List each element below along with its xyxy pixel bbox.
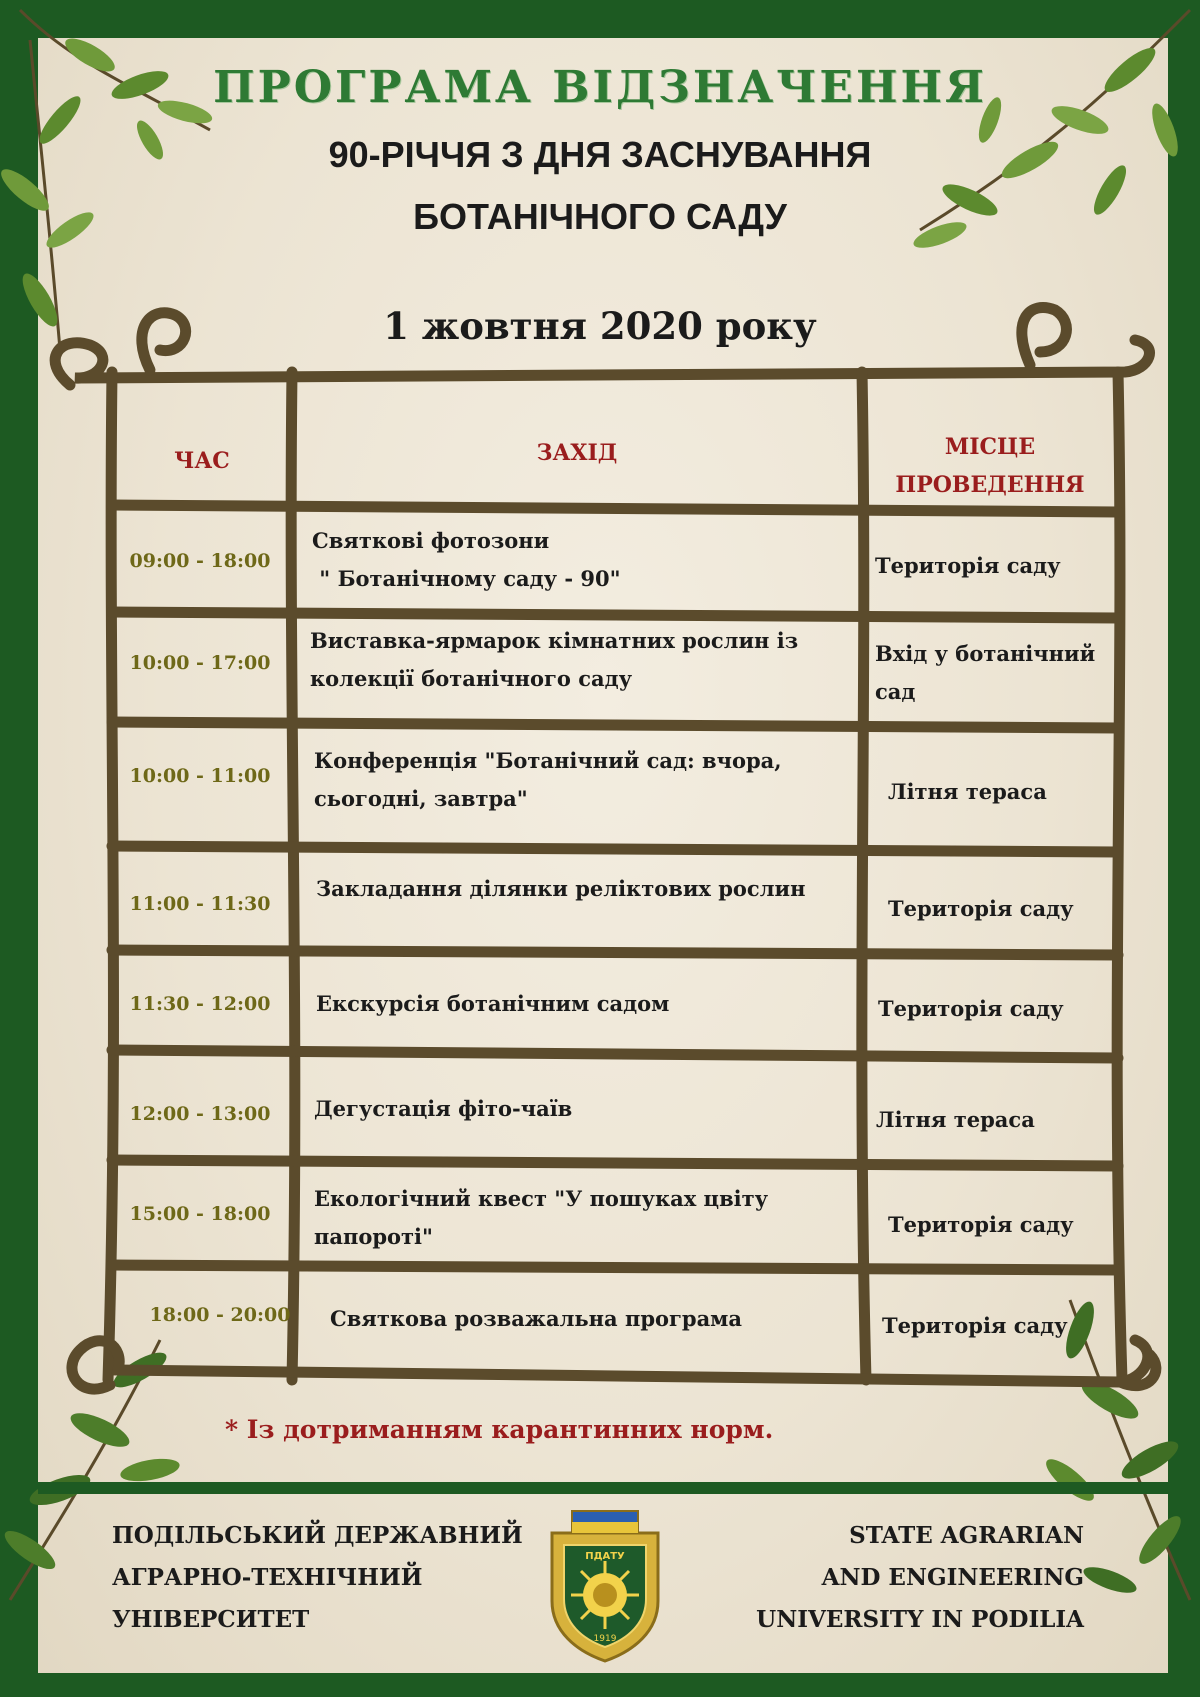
row-2-place-line1: Вхід у ботанічний (875, 641, 1096, 666)
university-name-ua-line2: АГРАРНО-ТЕХНІЧНИЙ (112, 1564, 423, 1591)
row-5-place: Територія саду (878, 996, 1064, 1021)
anniversary-subtitle-line2: БОТАНІЧНОГО САДУ (413, 196, 787, 237)
anniversary-subtitle-line1: 90-РІЧЧЯ З ДНЯ ЗАСНУВАННЯ (328, 134, 872, 175)
row-2-event (310, 622, 798, 698)
row-7-event-line2: папороті" (314, 1224, 433, 1249)
row-8-time: 18:00 - 20:00 (149, 1304, 291, 1326)
row-1-time: 09:00 - 18:00 (129, 550, 271, 572)
emblem-year: 1919 (593, 1634, 617, 1644)
university-name-en-line3: UNIVERSITY IN PODILIA (756, 1606, 1084, 1633)
row-2-place-line2: сад (875, 679, 916, 704)
university-name-ua-line3: УНІВЕРСИТЕТ (112, 1606, 310, 1633)
row-7-time: 15:00 - 18:00 (129, 1203, 271, 1225)
emblem-text: ПДАТУ (585, 1551, 625, 1562)
footer-divider (38, 1482, 1168, 1494)
row-2-place (875, 635, 1095, 711)
row-1-event (312, 522, 621, 598)
row-2-event-line2: колекції ботанічного саду (310, 666, 633, 691)
row-8-event: Святкова розважальна програма (330, 1306, 743, 1331)
university-name-en-line1: STATE AGRARIAN (849, 1522, 1084, 1549)
column-header-place (862, 428, 1118, 504)
university-name-ua-line1: ПОДІЛЬСЬКИЙ ДЕРЖАВНИЙ (112, 1522, 523, 1549)
row-7-event (314, 1180, 768, 1256)
row-3-event-line1: Конференція "Ботанічний сад: вчора, (314, 748, 782, 773)
row-4-event: Закладання ділянки реліктових рослин (316, 876, 806, 901)
row-5-time: 11:30 - 12:00 (129, 993, 271, 1015)
row-6-event: Дегустація фіто-чаїв (314, 1096, 573, 1121)
row-1-place: Територія саду (875, 553, 1061, 578)
row-3-time: 10:00 - 11:00 (129, 765, 271, 787)
row-4-place: Територія саду (888, 896, 1074, 921)
row-7-place: Територія саду (888, 1212, 1074, 1237)
row-8-place: Територія саду (882, 1313, 1068, 1338)
column-header-place-line2: ПРОВЕДЕННЯ (895, 472, 1085, 498)
column-header-time: ЧАС (174, 448, 230, 474)
row-1-event-line1: Святкові фотозони (312, 528, 550, 553)
row-7-event-line1: Екологічний квест "У пошуках цвіту (314, 1186, 769, 1211)
program-title: ПРОГРАМА ВІДЗНАЧЕННЯ (213, 62, 987, 113)
row-5-event: Екскурсія ботанічним садом (316, 991, 670, 1016)
university-name-en-line2: AND ENGINEERING (821, 1564, 1084, 1591)
row-6-time: 12:00 - 13:00 (129, 1103, 271, 1125)
row-3-event (314, 742, 782, 818)
university-name-ukrainian (112, 1515, 523, 1641)
university-emblem-icon (544, 1505, 666, 1665)
row-6-place: Літня тераса (876, 1107, 1035, 1132)
column-header-event: ЗАХІД (536, 440, 618, 466)
university-name-english (700, 1515, 1084, 1641)
column-header-place-line1: МІСЦЕ (944, 434, 1036, 460)
row-4-time: 11:00 - 11:30 (129, 893, 271, 915)
event-date: 1 жовтня 2020 року (383, 304, 817, 348)
row-2-time: 10:00 - 17:00 (129, 652, 271, 674)
row-3-place: Літня тераса (888, 779, 1047, 804)
row-1-event-line2: " Ботанічному саду - 90" (312, 566, 621, 591)
row-3-event-line2: сьогодні, завтра" (314, 786, 528, 811)
row-2-event-line1: Виставка-ярмарок кімнатних рослин із (310, 628, 799, 653)
quarantine-note: * Із дотриманням карантинних норм. (225, 1415, 774, 1444)
